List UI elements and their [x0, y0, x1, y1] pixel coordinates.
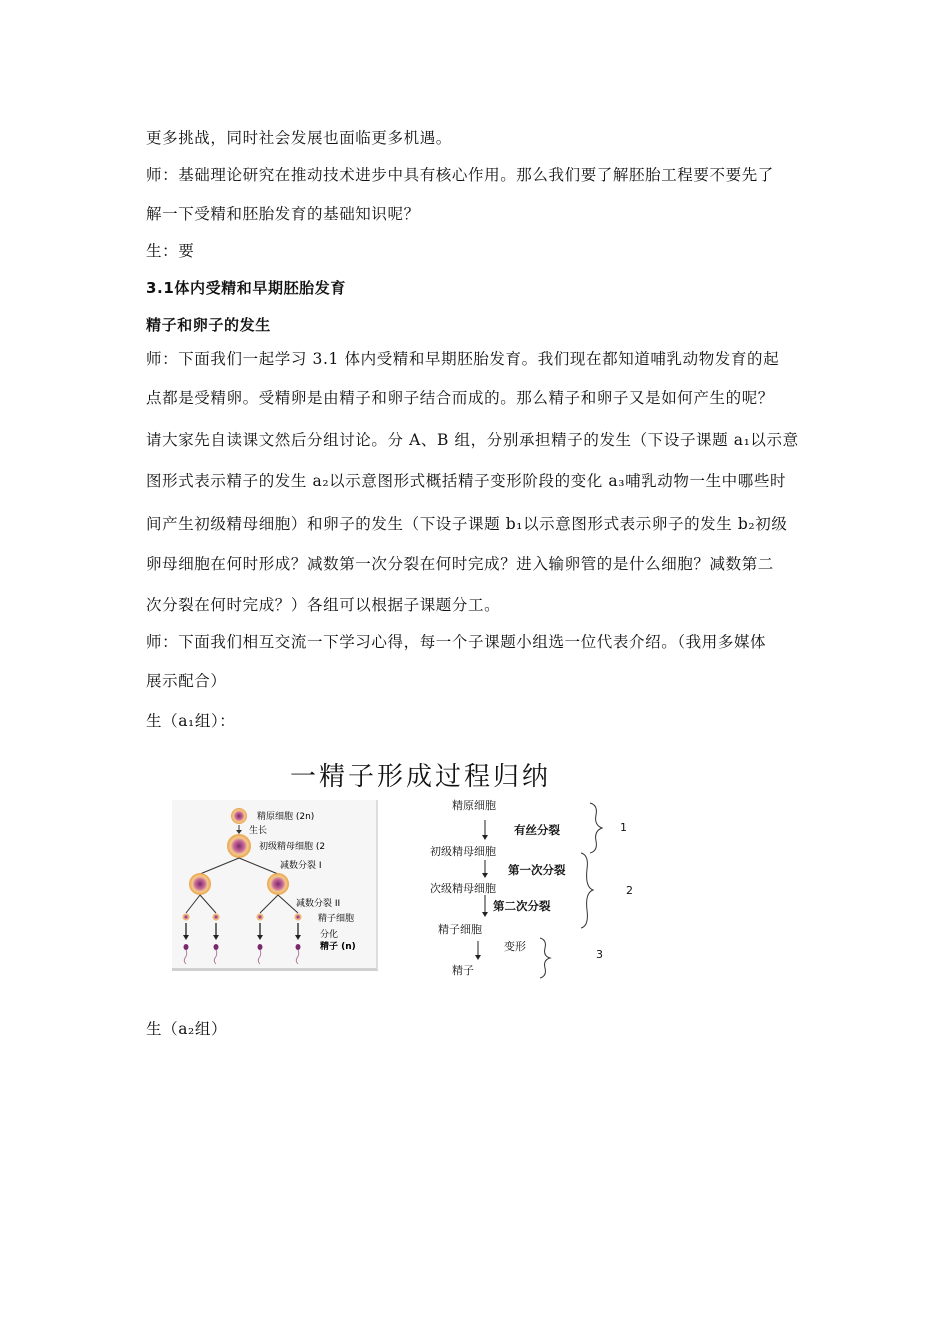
flow-step-transformation: 变形 — [504, 940, 526, 953]
paragraph-line: 展示配合） — [146, 672, 227, 690]
stage-number: 2 — [626, 884, 633, 897]
figure-title: 一精子形成过程归纳 — [290, 762, 552, 792]
diagram-label: 减数分裂 I — [280, 861, 322, 871]
flow-step-meiosis-1: 第一次分裂 — [508, 863, 566, 877]
diagram-label: 生长 — [249, 826, 268, 836]
paragraph-line: 师：基础理论研究在推动技术进步中具有核心作用。那么我们要了解胚胎工程要不要先了 — [146, 166, 774, 184]
paragraph-line: 间产生初级精母细胞）和卵子的发生（下设子课题 b₁以示意图形式表示卵子的发生 b₂初级 — [146, 515, 788, 533]
brace-icon — [540, 803, 602, 978]
flow-stage-secondary-spermatocyte: 次级精母细胞 — [430, 882, 496, 895]
paragraph-line: 请大家先自读课文然后分组讨论。分 A、B 组，分别承担精子的发生（下设子课题 a₁以示意 — [146, 431, 799, 449]
flow-stage-sperm: 精子 — [452, 964, 474, 977]
flow-stage-primary-spermatocyte: 初级精母细胞 — [430, 845, 496, 858]
flow-step-meiosis-2: 第二次分裂 — [493, 899, 551, 913]
paragraph-line: 更多挑战，同时社会发展也面临更多机遇。 — [146, 129, 452, 147]
paragraph-line: 点都是受精卵。受精卵是由精子和卵子结合而成的。那么精子和卵子又是如何产生的呢？ — [146, 389, 774, 407]
diagram-label: 减数分裂 II — [296, 899, 341, 909]
paragraph-line: 生（a₁组）： — [146, 712, 236, 730]
diagram-label: 初级精母细胞 (2 — [259, 842, 326, 852]
flow-stage-spermatid: 精子细胞 — [438, 923, 482, 936]
paragraph-line: 图形式表示精子的发生 a₂以示意图形式概括精子变形阶段的变化 a₃哺乳动物一生中哪些时 — [146, 472, 787, 490]
section-heading: 3.1体内受精和早期胚胎发育 — [146, 279, 346, 297]
paragraph-line: 卵母细胞在何时形成？减数第一次分裂在何时完成？进入输卵管的是什么细胞？减数第二 — [146, 555, 774, 573]
diagram-label: 分化 — [320, 930, 339, 940]
subsection-heading: 精子和卵子的发生 — [146, 316, 271, 334]
stage-number: 3 — [596, 948, 603, 961]
paragraph-line: 生：要 — [146, 242, 195, 260]
diagram-label: 精子 (n) — [320, 942, 356, 952]
diagram-label: 精原细胞 (2n) — [257, 812, 315, 822]
flow-stage-spermatogonium: 精原细胞 — [452, 799, 496, 812]
diagram-label: 精子细胞 — [318, 914, 355, 924]
paragraph-line: 解一下受精和胚胎发育的基础知识呢？ — [146, 205, 420, 223]
paragraph-line: 生（a₂组） — [146, 1020, 228, 1038]
paragraph-line: 师：下面我们相互交流一下学习心得，每一个子课题小组选一位代表介绍。（我用多媒体 — [146, 633, 767, 651]
paragraph-line: 次分裂在何时完成？）各组可以根据子课题分工。 — [146, 596, 501, 614]
flow-step-mitosis: 有丝分裂 — [514, 823, 560, 837]
stage-number: 1 — [620, 821, 627, 834]
paragraph-line: 师：下面我们一起学习 3.1 体内受精和早期胚胎发育。我们现在都知道哺乳动物发育的起 — [146, 350, 780, 368]
